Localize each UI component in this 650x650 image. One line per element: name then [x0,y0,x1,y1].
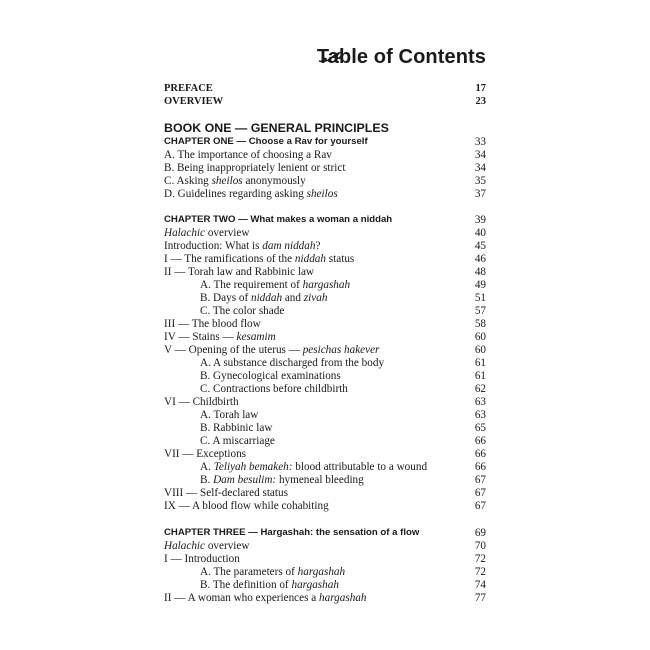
entry-label: C. Contractions before childbirth [200,383,348,395]
toc-entry[interactable] [164,539,486,553]
page-number: 69 [474,527,486,539]
page-number: 57 [474,305,486,317]
entry-label: VIII — Self-declared status [164,487,288,499]
page-number: 67 [474,487,486,499]
chapter-heading[interactable] [164,135,486,149]
page-number: 61 [474,370,486,382]
page-number: 17 [475,83,486,94]
entry-label: Halachic overview [164,227,250,239]
toc-entry-overview[interactable] [164,95,486,109]
toc-entry[interactable] [164,174,486,188]
entry-label: B. The definition of hargashah [200,579,339,591]
page-number: 49 [474,279,486,291]
toc-entry[interactable] [164,565,486,579]
entry-label: A. The importance of choosing a Rav [164,149,332,161]
chapter-title: CHAPTER ONE — Choose a Rav for yourself [164,136,368,147]
page-number: 66 [474,461,486,473]
page-number: 34 [474,162,486,174]
entry-label: B. Gynecological examinations [200,370,341,382]
toc-entry[interactable] [164,226,486,240]
page-number: 66 [474,448,486,460]
page-number: 63 [474,409,486,421]
chapter-heading[interactable] [164,213,486,227]
entry-label: B. Days of niddah and zivah [200,292,328,304]
book-title: BOOK ONE — GENERAL PRINCIPLES [164,121,389,135]
entry-label: IX — A blood flow while cohabiting [164,500,329,512]
toc-entry[interactable] [164,239,486,253]
entry-label: VI — Childbirth [164,396,239,408]
entry-label: OVERVIEW [164,96,224,107]
entry-label: Halachic overview [164,540,250,552]
page-number: 65 [474,422,486,434]
toc-entry[interactable] [164,382,486,396]
page-number: 34 [474,149,486,161]
chapter-heading[interactable] [164,526,486,540]
toc-entry[interactable] [164,317,486,331]
toc-entry[interactable] [164,578,486,592]
entry-label: B. Dam besulim: hymeneal bleeding [200,474,364,486]
toc-entry[interactable] [164,265,486,279]
entry-label: I — Introduction [164,553,240,565]
page-number: 51 [474,292,486,304]
page-number: 60 [474,331,486,343]
page-number: 62 [474,383,486,395]
page-number: 60 [474,344,486,356]
page-number: 48 [474,266,486,278]
toc-entry[interactable] [164,291,486,305]
entry-label: III — The blood flow [164,318,261,330]
page-number: 37 [474,188,486,200]
page-number: 66 [474,435,486,447]
entry-label: D. Guidelines regarding asking sheilos [164,188,338,200]
page-number: 63 [474,396,486,408]
toc-entry[interactable] [164,408,486,422]
toc-entry[interactable] [164,330,486,344]
toc-entry[interactable] [164,591,486,605]
entry-label: C. A miscarriage [200,435,275,447]
page-number: 74 [474,579,486,591]
page-title: Table of Contents [316,46,486,68]
toc-entry[interactable] [164,486,486,500]
entry-label: A. Torah law [200,409,259,421]
page-number: 23 [475,96,486,107]
page-number: 58 [474,318,486,330]
page-number: 77 [474,592,486,604]
entry-label: A. The parameters of hargashah [200,566,346,578]
toc-entry-preface[interactable] [164,82,486,96]
toc-entry[interactable] [164,356,486,370]
toc-entry[interactable] [164,369,486,383]
chapter-title: CHAPTER THREE — Hargashah: the sensation of a flow [164,527,420,538]
toc-entry[interactable] [164,148,486,162]
chapter-title: CHAPTER TWO — What makes a woman a niddah [164,214,393,225]
entry-label: C. Asking sheilos anonymously [164,175,306,187]
entry-label: V — Opening of the uterus — pesichas hakever [164,344,380,356]
page-number: 33 [474,136,486,148]
page-number: 72 [474,553,486,565]
entry-label: IV — Stains — kesamim [164,331,276,343]
toc-entry[interactable] [164,460,486,474]
toc-entry[interactable] [164,161,486,175]
page-number: 70 [474,540,486,552]
toc-entry[interactable] [164,278,486,292]
toc-entry[interactable] [164,552,486,566]
toc-entry[interactable] [164,421,486,435]
toc-entry[interactable] [164,395,486,409]
page-number: 40 [474,227,486,239]
entry-label: PREFACE [164,83,213,94]
entry-label: A. Teliyah bemakeh: blood attributable to a wound [200,461,428,473]
toc-entry[interactable] [164,473,486,487]
toc-entry[interactable] [164,252,486,266]
entry-label: I — The ramifications of the niddah status [164,253,355,265]
page-number: 72 [474,566,486,578]
entry-label: A. The requirement of hargashah [200,279,351,291]
toc-entry[interactable] [164,499,486,513]
entry-label: II — Torah law and Rabbinic law [164,266,314,278]
page-number: 67 [474,474,486,486]
page-number: 67 [474,500,486,512]
toc-entry[interactable] [164,304,486,318]
entry-label: B. Rabbinic law [200,422,273,434]
page-number: 39 [474,214,486,226]
entry-label: Introduction: What is dam niddah? [164,240,321,252]
page-number: 61 [474,357,486,369]
entry-label: B. Being inappropriately lenient or strict [164,162,346,174]
toc-entry[interactable] [164,434,486,448]
entry-label: C. The color shade [200,305,285,317]
page-number: 45 [474,240,486,252]
entry-label: VII — Exceptions [164,448,247,460]
entry-label: A. A substance discharged from the body [200,357,385,369]
page-number: 46 [474,253,486,265]
toc-entry[interactable] [164,343,486,357]
toc-entry[interactable] [164,187,486,201]
page-number: 35 [474,175,486,187]
entry-label: II — A woman who experiences a hargashah [164,592,367,604]
toc-entry[interactable] [164,447,486,461]
